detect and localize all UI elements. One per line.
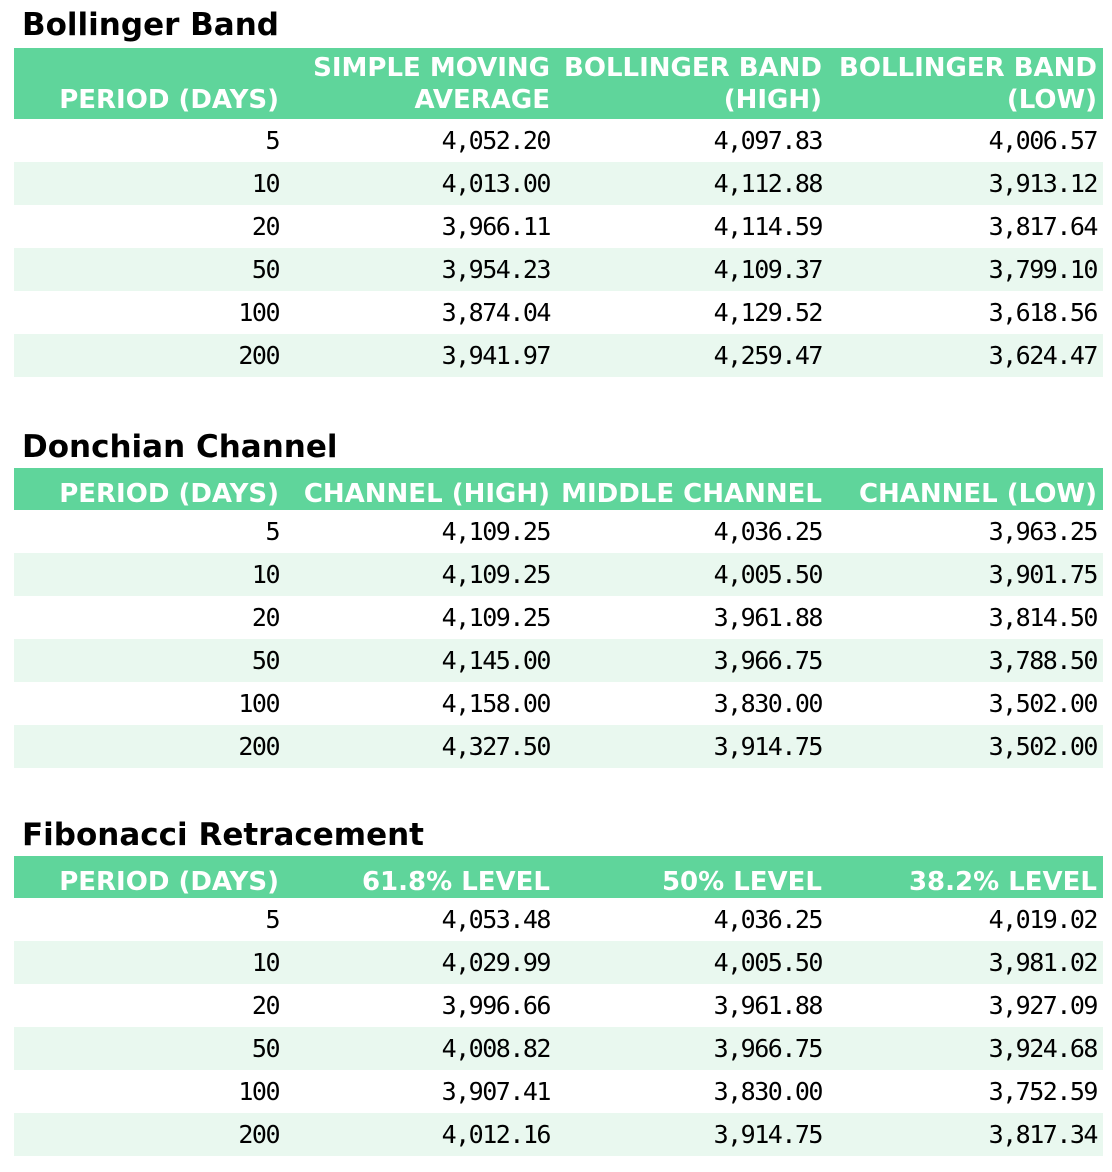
value-cell: 3,996.66 — [285, 984, 556, 1027]
value-cell: 3,817.34 — [828, 1113, 1103, 1156]
value-cell: 3,961.88 — [556, 596, 828, 639]
period-cell: 10 — [14, 162, 285, 205]
column-header-382-level: 38.2% LEVEL — [828, 856, 1103, 898]
table-row — [14, 510, 1103, 553]
period-cell: 50 — [14, 639, 285, 682]
value-cell: 3,966.75 — [556, 1027, 828, 1070]
table-row — [14, 984, 1103, 1027]
value-cell: 4,052.20 — [285, 119, 556, 162]
value-cell: 4,006.57 — [828, 119, 1103, 162]
value-cell: 3,752.59 — [828, 1070, 1103, 1113]
value-cell: 4,012.16 — [285, 1113, 556, 1156]
value-cell: 3,814.50 — [828, 596, 1103, 639]
value-cell: 4,013.00 — [285, 162, 556, 205]
period-cell: 10 — [14, 553, 285, 596]
value-cell: 3,914.75 — [556, 725, 828, 768]
value-cell: 3,830.00 — [556, 682, 828, 725]
donchian-title: Donchian Channel — [22, 429, 338, 465]
fibonacci-table — [14, 856, 1103, 1156]
value-cell: 4,114.59 — [556, 205, 828, 248]
value-cell: 3,961.88 — [556, 984, 828, 1027]
table-header-row — [14, 856, 1103, 898]
value-cell: 3,788.50 — [828, 639, 1103, 682]
value-cell: 4,109.25 — [285, 596, 556, 639]
table-row — [14, 682, 1103, 725]
column-header-period: PERIOD (DAYS) — [14, 468, 285, 510]
period-cell: 50 — [14, 248, 285, 291]
value-cell: 4,005.50 — [556, 941, 828, 984]
value-cell: 3,817.64 — [828, 205, 1103, 248]
value-cell: 4,109.25 — [285, 510, 556, 553]
table-row — [14, 941, 1103, 984]
table-row — [14, 553, 1103, 596]
value-cell: 4,112.88 — [556, 162, 828, 205]
value-cell: 3,954.23 — [285, 248, 556, 291]
value-cell: 3,799.10 — [828, 248, 1103, 291]
value-cell: 3,618.56 — [828, 291, 1103, 334]
value-cell: 4,053.48 — [285, 898, 556, 941]
table-row — [14, 248, 1103, 291]
value-cell: 4,005.50 — [556, 553, 828, 596]
value-cell: 3,913.12 — [828, 162, 1103, 205]
bollinger-table — [14, 48, 1103, 377]
value-cell: 3,830.00 — [556, 1070, 828, 1113]
value-cell: 3,963.25 — [828, 510, 1103, 553]
period-cell: 5 — [14, 119, 285, 162]
value-cell: 4,008.82 — [285, 1027, 556, 1070]
value-cell: 3,981.02 — [828, 941, 1103, 984]
table-row — [14, 725, 1103, 768]
value-cell: 3,502.00 — [828, 725, 1103, 768]
period-cell: 20 — [14, 596, 285, 639]
value-cell: 3,874.04 — [285, 291, 556, 334]
bollinger-section — [14, 8, 1103, 377]
value-cell: 3,966.11 — [285, 205, 556, 248]
value-cell: 4,029.99 — [285, 941, 556, 984]
period-cell: 200 — [14, 334, 285, 377]
value-cell: 4,019.02 — [828, 898, 1103, 941]
period-cell: 200 — [14, 1113, 285, 1156]
column-header-sma: SIMPLE MOVING AVERAGE — [285, 48, 556, 119]
column-header-period: PERIOD (DAYS) — [14, 48, 285, 119]
period-cell: 100 — [14, 1070, 285, 1113]
value-cell: 3,907.41 — [285, 1070, 556, 1113]
value-cell: 3,966.75 — [556, 639, 828, 682]
column-header-band-high: BOLLINGER BAND (HIGH) — [556, 48, 828, 119]
value-cell: 4,129.52 — [556, 291, 828, 334]
column-header-channel-low: CHANNEL (LOW) — [828, 468, 1103, 510]
column-header-middle-channel: MIDDLE CHANNEL — [556, 468, 828, 510]
table-row — [14, 639, 1103, 682]
period-cell: 5 — [14, 898, 285, 941]
value-cell: 3,941.97 — [285, 334, 556, 377]
bollinger-title: Bollinger Band — [22, 7, 279, 43]
table-row — [14, 291, 1103, 334]
period-cell: 5 — [14, 510, 285, 553]
table-row — [14, 205, 1103, 248]
period-cell: 100 — [14, 291, 285, 334]
table-row — [14, 1113, 1103, 1156]
value-cell: 4,327.50 — [285, 725, 556, 768]
period-cell: 200 — [14, 725, 285, 768]
period-cell: 20 — [14, 984, 285, 1027]
value-cell: 3,901.75 — [828, 553, 1103, 596]
table-row — [14, 1027, 1103, 1070]
value-cell: 4,259.47 — [556, 334, 828, 377]
value-cell: 4,109.37 — [556, 248, 828, 291]
column-header-channel-high: CHANNEL (HIGH) — [285, 468, 556, 510]
value-cell: 4,109.25 — [285, 553, 556, 596]
table-row — [14, 596, 1103, 639]
value-cell: 3,927.09 — [828, 984, 1103, 1027]
value-cell: 4,158.00 — [285, 682, 556, 725]
table-header-row — [14, 468, 1103, 510]
fibonacci-section — [14, 818, 1103, 1156]
column-header-band-low: BOLLINGER BAND (LOW) — [828, 48, 1103, 119]
period-cell: 20 — [14, 205, 285, 248]
table-row — [14, 162, 1103, 205]
column-header-50-level: 50% LEVEL — [556, 856, 828, 898]
column-header-618-level: 61.8% LEVEL — [285, 856, 556, 898]
table-row — [14, 334, 1103, 377]
column-header-period: PERIOD (DAYS) — [14, 856, 285, 898]
donchian-table — [14, 468, 1103, 768]
value-cell: 3,624.47 — [828, 334, 1103, 377]
table-header-row — [14, 48, 1103, 119]
table-row — [14, 1070, 1103, 1113]
value-cell: 4,036.25 — [556, 510, 828, 553]
value-cell: 3,502.00 — [828, 682, 1103, 725]
value-cell: 3,924.68 — [828, 1027, 1103, 1070]
fibonacci-title: Fibonacci Retracement — [22, 817, 424, 853]
period-cell: 100 — [14, 682, 285, 725]
value-cell: 4,097.83 — [556, 119, 828, 162]
value-cell: 4,036.25 — [556, 898, 828, 941]
table-row — [14, 898, 1103, 941]
period-cell: 10 — [14, 941, 285, 984]
value-cell: 3,914.75 — [556, 1113, 828, 1156]
value-cell: 4,145.00 — [285, 639, 556, 682]
table-row — [14, 119, 1103, 162]
period-cell: 50 — [14, 1027, 285, 1070]
donchian-section — [14, 430, 1103, 768]
